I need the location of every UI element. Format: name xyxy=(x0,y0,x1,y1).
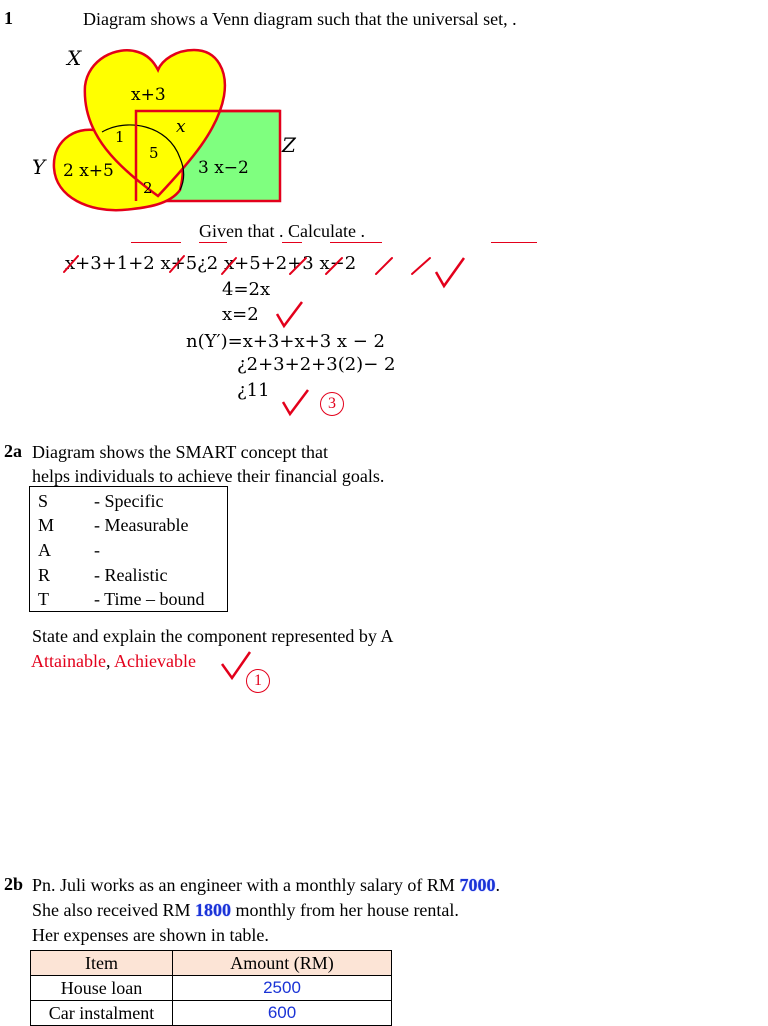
cell-amount: 600 xyxy=(173,1001,392,1026)
region-y-only: 2 x+5 xyxy=(63,161,114,181)
smart-letter: S xyxy=(38,491,49,511)
red-underline xyxy=(491,242,537,243)
salary-value: 7000 xyxy=(459,875,496,895)
smart-word: - xyxy=(94,540,100,560)
label-x: X xyxy=(67,46,82,70)
region-center: 5 xyxy=(149,144,159,162)
red-underline xyxy=(131,242,181,243)
answer-achievable: Achievable xyxy=(114,651,196,671)
question-1-intro: Diagram shows a Venn diagram such that the universal set, . xyxy=(83,9,517,29)
label-z: Z xyxy=(282,133,296,157)
question-2b-line2 xyxy=(32,899,459,921)
answer-attainable: Attainable xyxy=(31,651,106,671)
tick-icon xyxy=(275,300,305,330)
line1-end: . xyxy=(495,875,500,895)
question-2a-intro-line2: helps individuals to achieve their financial goals. xyxy=(32,466,385,486)
working-line-6: ¿11 xyxy=(237,380,270,401)
region-z-only: 3 x−2 xyxy=(198,158,249,178)
working-line-2: 4=2x xyxy=(222,279,271,300)
working-line-4: n(Y′)=x+3+x+3 x − 2 xyxy=(186,331,385,352)
working-line-3: x=2 xyxy=(222,304,259,325)
question-2a-answer xyxy=(31,650,196,672)
smart-letter: M xyxy=(38,515,55,535)
region-x-y: 1 xyxy=(115,128,125,146)
header-amount: Amount (RM) xyxy=(173,951,392,976)
red-underline xyxy=(330,242,382,243)
marks-circle: 1 xyxy=(246,669,270,693)
red-underline xyxy=(199,242,227,243)
rental-value: 1800 xyxy=(194,900,231,920)
header-item: Item xyxy=(31,951,173,976)
table-row xyxy=(31,1001,392,1026)
smart-letter: T xyxy=(38,589,49,609)
smart-word: - Realistic xyxy=(94,565,168,585)
marks-circle: 3 xyxy=(320,392,344,416)
line1-text: Pn. Juli works as an engineer with a monthly salary of RM xyxy=(32,875,460,895)
region-x-z: x xyxy=(176,117,186,137)
tick-icon xyxy=(281,388,311,418)
question-1-number: 1 xyxy=(4,8,13,28)
cell-item: Car instalment xyxy=(31,1001,173,1026)
venn-diagram xyxy=(30,40,310,220)
smart-row-a xyxy=(30,538,227,562)
smart-letter: R xyxy=(38,565,51,585)
question-1-given: Given that . Calculate . xyxy=(199,221,365,241)
table-row xyxy=(31,976,392,1001)
question-2b-line3: Her expenses are shown in table. xyxy=(32,925,269,945)
smart-word: - Specific xyxy=(94,491,164,511)
smart-word: - Time – bound xyxy=(94,589,205,609)
expenses-table xyxy=(30,950,392,1026)
answer-separator: , xyxy=(105,651,114,671)
question-2a-number: 2a xyxy=(4,441,22,461)
question-2b-line1 xyxy=(32,874,500,896)
working-line-1: x+3+1+2 x+5¿2 x+5+2+3 x−2 xyxy=(65,253,357,274)
smart-row-r xyxy=(30,563,227,587)
smart-row-m xyxy=(30,513,227,537)
question-2b-number: 2b xyxy=(4,874,24,894)
region-y-z: 2 xyxy=(143,179,153,197)
cell-item: House loan xyxy=(31,976,173,1001)
smart-table xyxy=(29,486,228,612)
table-header-row xyxy=(31,951,392,976)
red-strike-marks xyxy=(60,252,460,282)
tick-icon xyxy=(434,256,468,290)
region-x-only: x+3 xyxy=(131,85,166,105)
question-2a-intro-line1: Diagram shows the SMART concept that xyxy=(32,442,329,462)
smart-row-t xyxy=(30,587,227,611)
cell-amount: 2500 xyxy=(173,976,392,1001)
question-2a-prompt: State and explain the component represented by A xyxy=(32,626,394,646)
smart-word: - Measurable xyxy=(94,515,189,535)
smart-row-s xyxy=(30,489,227,513)
red-underline xyxy=(282,242,302,243)
smart-letter: A xyxy=(38,540,51,560)
working-line-5: ¿2+3+2+3(2)− 2 xyxy=(237,354,396,375)
line2-text: She also received RM xyxy=(32,900,195,920)
line2-end: monthly from her house rental. xyxy=(230,900,459,920)
label-y: Y xyxy=(32,155,46,179)
